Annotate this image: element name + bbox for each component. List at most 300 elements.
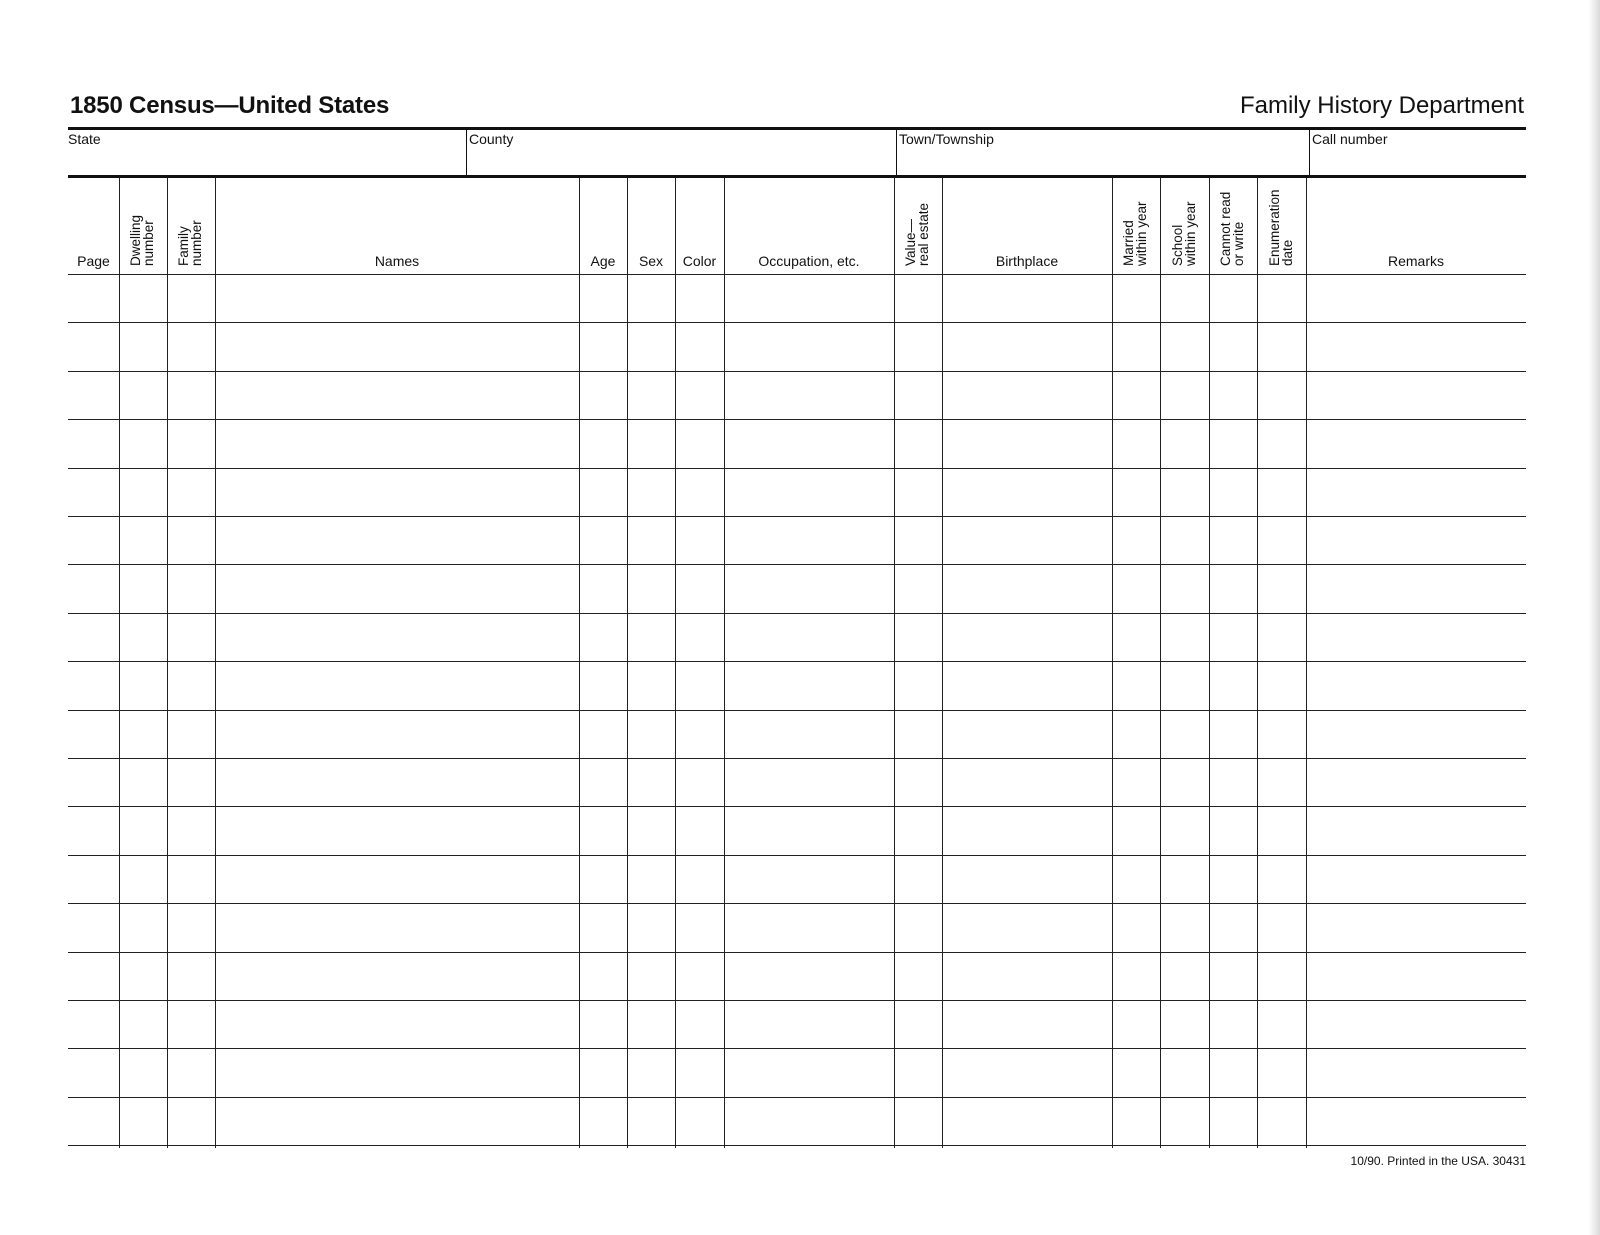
cell-sex[interactable]: [628, 759, 674, 805]
cell-cannot-read[interactable]: [1210, 904, 1256, 950]
cell-school[interactable]: [1161, 275, 1208, 321]
cell-page[interactable]: [69, 517, 118, 563]
col-header-school-line2: within year: [1182, 201, 1198, 266]
cell-enumeration[interactable]: [1258, 420, 1305, 466]
cell-family[interactable]: [168, 807, 214, 853]
cell-occupation[interactable]: [725, 856, 893, 902]
cell-page[interactable]: [69, 856, 118, 902]
cell-color[interactable]: [676, 420, 723, 466]
cell-value[interactable]: [895, 904, 941, 950]
cell-enumeration[interactable]: [1258, 807, 1305, 853]
cell-family[interactable]: [168, 517, 214, 563]
cell-birthplace[interactable]: [943, 1001, 1111, 1047]
cell-page[interactable]: [69, 372, 118, 418]
cell-color[interactable]: [676, 1049, 723, 1095]
cell-sex[interactable]: [628, 323, 674, 369]
cell-color[interactable]: [676, 662, 723, 708]
cell-family[interactable]: [168, 1049, 214, 1095]
cell-age[interactable]: [580, 614, 626, 660]
cell-family[interactable]: [168, 469, 214, 515]
cell-value[interactable]: [895, 517, 941, 563]
cell-dwelling[interactable]: [120, 372, 166, 418]
cell-cannot-read[interactable]: [1210, 614, 1256, 660]
cell-value[interactable]: [895, 1049, 941, 1095]
cell-sex[interactable]: [628, 372, 674, 418]
cell-age[interactable]: [580, 1001, 626, 1047]
cell-remarks[interactable]: [1307, 323, 1525, 369]
col-header-names-text: Names: [374, 253, 420, 269]
table-row: [68, 371, 1526, 419]
cell-value[interactable]: [895, 1098, 941, 1144]
cell-birthplace[interactable]: [943, 565, 1111, 611]
cell-family[interactable]: [168, 614, 214, 660]
cell-family[interactable]: [168, 372, 214, 418]
cell-page[interactable]: [69, 1098, 118, 1144]
cell-color[interactable]: [676, 275, 723, 321]
cell-value[interactable]: [895, 662, 941, 708]
cell-cannot-read[interactable]: [1210, 420, 1256, 466]
col-header-family-line2: number: [189, 220, 204, 266]
cell-occupation[interactable]: [725, 323, 893, 369]
cell-sex[interactable]: [628, 807, 674, 853]
cell-sex[interactable]: [628, 904, 674, 950]
cell-family[interactable]: [168, 904, 214, 950]
cell-color[interactable]: [676, 614, 723, 660]
cell-family[interactable]: [168, 275, 214, 321]
cell-sex[interactable]: [628, 565, 674, 611]
cell-enumeration[interactable]: [1258, 372, 1305, 418]
cell-age[interactable]: [580, 1098, 626, 1144]
cell-enumeration[interactable]: [1258, 323, 1305, 369]
cell-family[interactable]: [168, 662, 214, 708]
cell-school[interactable]: [1161, 759, 1208, 805]
cell-married[interactable]: [1113, 953, 1159, 999]
cell-page[interactable]: [69, 614, 118, 660]
col-header-value: [894, 178, 942, 274]
cell-cannot-read[interactable]: [1210, 807, 1256, 853]
cell-names[interactable]: [216, 614, 578, 660]
cell-age[interactable]: [580, 1049, 626, 1095]
cell-enumeration[interactable]: [1258, 904, 1305, 950]
cell-page[interactable]: [69, 323, 118, 369]
cell-age[interactable]: [580, 469, 626, 515]
cell-value[interactable]: [895, 856, 941, 902]
cell-remarks[interactable]: [1307, 275, 1525, 321]
cell-married[interactable]: [1113, 807, 1159, 853]
cell-enumeration[interactable]: [1258, 856, 1305, 902]
cell-age[interactable]: [580, 759, 626, 805]
cell-value[interactable]: [895, 420, 941, 466]
cell-remarks[interactable]: [1307, 759, 1525, 805]
table-row: [68, 1097, 1526, 1145]
cell-married[interactable]: [1113, 420, 1159, 466]
cell-cannot-read[interactable]: [1210, 711, 1256, 757]
town-field[interactable]: [897, 130, 1308, 176]
cell-color[interactable]: [676, 759, 723, 805]
cell-page[interactable]: [69, 1001, 118, 1047]
cell-school[interactable]: [1161, 323, 1208, 369]
cell-remarks[interactable]: [1307, 1001, 1525, 1047]
cell-age[interactable]: [580, 565, 626, 611]
cell-age[interactable]: [580, 711, 626, 757]
cell-remarks[interactable]: [1307, 420, 1525, 466]
cell-age[interactable]: [580, 323, 626, 369]
cell-married[interactable]: [1113, 904, 1159, 950]
cell-page[interactable]: [69, 953, 118, 999]
cell-sex[interactable]: [628, 517, 674, 563]
cell-remarks[interactable]: [1307, 469, 1525, 515]
cell-names[interactable]: [216, 856, 578, 902]
cell-names[interactable]: [216, 662, 578, 708]
cell-value[interactable]: [895, 372, 941, 418]
cell-dwelling[interactable]: [120, 517, 166, 563]
cell-enumeration[interactable]: [1258, 1001, 1305, 1047]
cell-cannot-read[interactable]: [1210, 323, 1256, 369]
cell-married[interactable]: [1113, 1098, 1159, 1144]
cell-sex[interactable]: [628, 1049, 674, 1095]
col-header-enumeration: [1257, 178, 1306, 274]
cell-value[interactable]: [895, 614, 941, 660]
cell-birthplace[interactable]: [943, 759, 1111, 805]
cell-enumeration[interactable]: [1258, 565, 1305, 611]
cell-dwelling[interactable]: [120, 565, 166, 611]
cell-dwelling[interactable]: [120, 904, 166, 950]
cell-remarks[interactable]: [1307, 856, 1525, 902]
cell-value[interactable]: [895, 469, 941, 515]
cell-school[interactable]: [1161, 856, 1208, 902]
cell-dwelling[interactable]: [120, 614, 166, 660]
cell-occupation[interactable]: [725, 953, 893, 999]
cell-school[interactable]: [1161, 614, 1208, 660]
cell-sex[interactable]: [628, 420, 674, 466]
cell-birthplace[interactable]: [943, 953, 1111, 999]
county-field[interactable]: [467, 130, 895, 176]
cell-color[interactable]: [676, 1098, 723, 1144]
cell-names[interactable]: [216, 420, 578, 466]
col-header-family-line1: Family: [176, 226, 191, 266]
cell-names[interactable]: [216, 565, 578, 611]
cell-birthplace[interactable]: [943, 904, 1111, 950]
cell-page[interactable]: [69, 1049, 118, 1095]
cell-cannot-read[interactable]: [1210, 856, 1256, 902]
col-header-birthplace: [942, 178, 1112, 274]
cell-occupation[interactable]: [725, 517, 893, 563]
cell-enumeration[interactable]: [1258, 953, 1305, 999]
cell-names[interactable]: [216, 1049, 578, 1095]
cell-birthplace[interactable]: [943, 372, 1111, 418]
cell-occupation[interactable]: [725, 420, 893, 466]
cell-birthplace[interactable]: [943, 614, 1111, 660]
cell-dwelling[interactable]: [120, 856, 166, 902]
cell-remarks[interactable]: [1307, 565, 1525, 611]
cell-school[interactable]: [1161, 372, 1208, 418]
cell-color[interactable]: [676, 565, 723, 611]
cell-married[interactable]: [1113, 711, 1159, 757]
cell-sex[interactable]: [628, 662, 674, 708]
cell-page[interactable]: [69, 759, 118, 805]
cell-age[interactable]: [580, 904, 626, 950]
cell-cannot-read[interactable]: [1210, 1049, 1256, 1095]
cell-dwelling[interactable]: [120, 953, 166, 999]
cell-value[interactable]: [895, 807, 941, 853]
cell-enumeration[interactable]: [1258, 759, 1305, 805]
cell-school[interactable]: [1161, 420, 1208, 466]
cell-color[interactable]: [676, 323, 723, 369]
cell-birthplace[interactable]: [943, 1098, 1111, 1144]
cell-cannot-read[interactable]: [1210, 1098, 1256, 1144]
cell-cannot-read[interactable]: [1210, 275, 1256, 321]
cell-names[interactable]: [216, 953, 578, 999]
cell-birthplace[interactable]: [943, 711, 1111, 757]
cell-page[interactable]: [69, 904, 118, 950]
cell-married[interactable]: [1113, 759, 1159, 805]
cell-remarks[interactable]: [1307, 953, 1525, 999]
cell-school[interactable]: [1161, 904, 1208, 950]
cell-remarks[interactable]: [1307, 662, 1525, 708]
cell-dwelling[interactable]: [120, 759, 166, 805]
cell-age[interactable]: [580, 807, 626, 853]
cell-remarks[interactable]: [1307, 372, 1525, 418]
cell-age[interactable]: [580, 517, 626, 563]
cell-birthplace[interactable]: [943, 323, 1111, 369]
cell-color[interactable]: [676, 856, 723, 902]
cell-school[interactable]: [1161, 565, 1208, 611]
cell-names[interactable]: [216, 323, 578, 369]
cell-occupation[interactable]: [725, 807, 893, 853]
cell-family[interactable]: [168, 1098, 214, 1144]
cell-birthplace[interactable]: [943, 807, 1111, 853]
cell-remarks[interactable]: [1307, 807, 1525, 853]
cell-sex[interactable]: [628, 469, 674, 515]
cell-dwelling[interactable]: [120, 662, 166, 708]
cell-age[interactable]: [580, 953, 626, 999]
cell-cannot-read[interactable]: [1210, 662, 1256, 708]
cell-color[interactable]: [676, 469, 723, 515]
cell-birthplace[interactable]: [943, 662, 1111, 708]
cell-age[interactable]: [580, 372, 626, 418]
cell-enumeration[interactable]: [1258, 662, 1305, 708]
cell-cannot-read[interactable]: [1210, 759, 1256, 805]
table-row: [68, 468, 1526, 516]
cell-cannot-read[interactable]: [1210, 1001, 1256, 1047]
cell-remarks[interactable]: [1307, 614, 1525, 660]
col-header-cannot-read-line2: or write: [1231, 221, 1246, 266]
cell-family[interactable]: [168, 759, 214, 805]
cell-dwelling[interactable]: [120, 323, 166, 369]
cell-color[interactable]: [676, 711, 723, 757]
cell-remarks[interactable]: [1307, 711, 1525, 757]
print-info: 10/90. Printed in the USA. 30431: [1350, 1154, 1526, 1168]
cell-birthplace[interactable]: [943, 856, 1111, 902]
cell-page[interactable]: [69, 420, 118, 466]
cell-names[interactable]: [216, 759, 578, 805]
cell-cannot-read[interactable]: [1210, 517, 1256, 563]
cell-family[interactable]: [168, 953, 214, 999]
cell-names[interactable]: [216, 1098, 578, 1144]
call-number-field[interactable]: [1310, 130, 1526, 176]
cell-enumeration[interactable]: [1258, 469, 1305, 515]
cell-school[interactable]: [1161, 469, 1208, 515]
cell-value[interactable]: [895, 759, 941, 805]
cell-school[interactable]: [1161, 1098, 1208, 1144]
cell-school[interactable]: [1161, 1001, 1208, 1047]
col-header-married-line1: Married: [1121, 220, 1136, 266]
cell-value[interactable]: [895, 565, 941, 611]
cell-color[interactable]: [676, 372, 723, 418]
cell-sex[interactable]: [628, 711, 674, 757]
table-row: [68, 1000, 1526, 1048]
cell-sex[interactable]: [628, 1001, 674, 1047]
cell-family[interactable]: [168, 420, 214, 466]
cell-occupation[interactable]: [725, 372, 893, 418]
cell-enumeration[interactable]: [1258, 1098, 1305, 1144]
cell-dwelling[interactable]: [120, 711, 166, 757]
cell-page[interactable]: [69, 662, 118, 708]
cell-age[interactable]: [580, 275, 626, 321]
col-header-value-line1: Value—: [903, 218, 918, 266]
cell-page[interactable]: [69, 565, 118, 611]
cell-sex[interactable]: [628, 953, 674, 999]
cell-enumeration[interactable]: [1258, 614, 1305, 660]
cell-names[interactable]: [216, 711, 578, 757]
cell-school[interactable]: [1161, 807, 1208, 853]
cell-occupation[interactable]: [725, 904, 893, 950]
cell-family[interactable]: [168, 856, 214, 902]
cell-cannot-read[interactable]: [1210, 469, 1256, 515]
cell-enumeration[interactable]: [1258, 1049, 1305, 1095]
cell-married[interactable]: [1113, 1049, 1159, 1095]
cell-dwelling[interactable]: [120, 807, 166, 853]
cell-color[interactable]: [676, 807, 723, 853]
cell-names[interactable]: [216, 275, 578, 321]
cell-family[interactable]: [168, 323, 214, 369]
cell-married[interactable]: [1113, 614, 1159, 660]
cell-cannot-read[interactable]: [1210, 565, 1256, 611]
cell-occupation[interactable]: [725, 1098, 893, 1144]
cell-remarks[interactable]: [1307, 904, 1525, 950]
cell-names[interactable]: [216, 807, 578, 853]
cell-married[interactable]: [1113, 372, 1159, 418]
col-header-value-line2: real estate: [916, 202, 931, 266]
cell-married[interactable]: [1113, 323, 1159, 369]
cell-age[interactable]: [580, 662, 626, 708]
cell-dwelling[interactable]: [120, 1001, 166, 1047]
cell-remarks[interactable]: [1307, 1049, 1525, 1095]
cell-occupation[interactable]: [725, 469, 893, 515]
cell-occupation[interactable]: [725, 275, 893, 321]
cell-school[interactable]: [1161, 711, 1208, 757]
cell-school[interactable]: [1161, 953, 1208, 999]
cell-married[interactable]: [1113, 517, 1159, 563]
cell-family[interactable]: [168, 1001, 214, 1047]
cell-value[interactable]: [895, 1001, 941, 1047]
cell-occupation[interactable]: [725, 1001, 893, 1047]
col-header-names: [215, 178, 579, 274]
town-label: Town/Township: [899, 131, 994, 147]
cell-names[interactable]: [216, 1001, 578, 1047]
cell-married[interactable]: [1113, 565, 1159, 611]
cell-names[interactable]: [216, 469, 578, 515]
cell-birthplace[interactable]: [943, 1049, 1111, 1095]
col-header-enumeration-line2: date: [1279, 239, 1295, 266]
cell-sex[interactable]: [628, 1098, 674, 1144]
cell-family[interactable]: [168, 711, 214, 757]
cell-color[interactable]: [676, 517, 723, 563]
cell-cannot-read[interactable]: [1210, 372, 1256, 418]
cell-occupation[interactable]: [725, 1049, 893, 1095]
cell-occupation[interactable]: [725, 711, 893, 757]
cell-married[interactable]: [1113, 469, 1159, 515]
cell-occupation[interactable]: [725, 662, 893, 708]
cell-birthplace[interactable]: [943, 420, 1111, 466]
cell-dwelling[interactable]: [120, 1098, 166, 1144]
cell-occupation[interactable]: [725, 614, 893, 660]
cell-dwelling[interactable]: [120, 275, 166, 321]
cell-birthplace[interactable]: [943, 275, 1111, 321]
cell-school[interactable]: [1161, 662, 1208, 708]
cell-value[interactable]: [895, 275, 941, 321]
cell-school[interactable]: [1161, 1049, 1208, 1095]
cell-enumeration[interactable]: [1258, 275, 1305, 321]
col-header-family: [167, 178, 215, 274]
cell-dwelling[interactable]: [120, 420, 166, 466]
state-field[interactable]: [68, 130, 466, 176]
row-divider: [68, 1145, 1526, 1146]
cell-married[interactable]: [1113, 1001, 1159, 1047]
cell-color[interactable]: [676, 953, 723, 999]
cell-birthplace[interactable]: [943, 469, 1111, 515]
cell-married[interactable]: [1113, 275, 1159, 321]
cell-names[interactable]: [216, 904, 578, 950]
cell-occupation[interactable]: [725, 565, 893, 611]
cell-page[interactable]: [69, 711, 118, 757]
col-header-enumeration-line1: Enumeration: [1266, 189, 1282, 266]
cell-value[interactable]: [895, 711, 941, 757]
cell-names[interactable]: [216, 372, 578, 418]
cell-cannot-read[interactable]: [1210, 953, 1256, 999]
cell-sex[interactable]: [628, 275, 674, 321]
cell-page[interactable]: [69, 275, 118, 321]
cell-enumeration[interactable]: [1258, 517, 1305, 563]
cell-color[interactable]: [676, 904, 723, 950]
col-header-birthplace-text: Birthplace: [995, 253, 1059, 269]
cell-sex[interactable]: [628, 614, 674, 660]
table-row: [68, 952, 1526, 1000]
cell-enumeration[interactable]: [1258, 711, 1305, 757]
cell-dwelling[interactable]: [120, 1049, 166, 1095]
cell-page[interactable]: [69, 469, 118, 515]
cell-dwelling[interactable]: [120, 469, 166, 515]
cell-sex[interactable]: [628, 856, 674, 902]
cell-family[interactable]: [168, 565, 214, 611]
col-header-page-text: Page: [77, 253, 110, 269]
cell-color[interactable]: [676, 1001, 723, 1047]
cell-birthplace[interactable]: [943, 517, 1111, 563]
cell-value[interactable]: [895, 953, 941, 999]
cell-names[interactable]: [216, 517, 578, 563]
cell-married[interactable]: [1113, 856, 1159, 902]
cell-age[interactable]: [580, 856, 626, 902]
cell-page[interactable]: [69, 807, 118, 853]
cell-age[interactable]: [580, 420, 626, 466]
cell-occupation[interactable]: [725, 759, 893, 805]
census-table: [68, 178, 1526, 1148]
cell-school[interactable]: [1161, 517, 1208, 563]
cell-remarks[interactable]: [1307, 1098, 1525, 1144]
cell-remarks[interactable]: [1307, 517, 1525, 563]
cell-married[interactable]: [1113, 662, 1159, 708]
cell-value[interactable]: [895, 323, 941, 369]
